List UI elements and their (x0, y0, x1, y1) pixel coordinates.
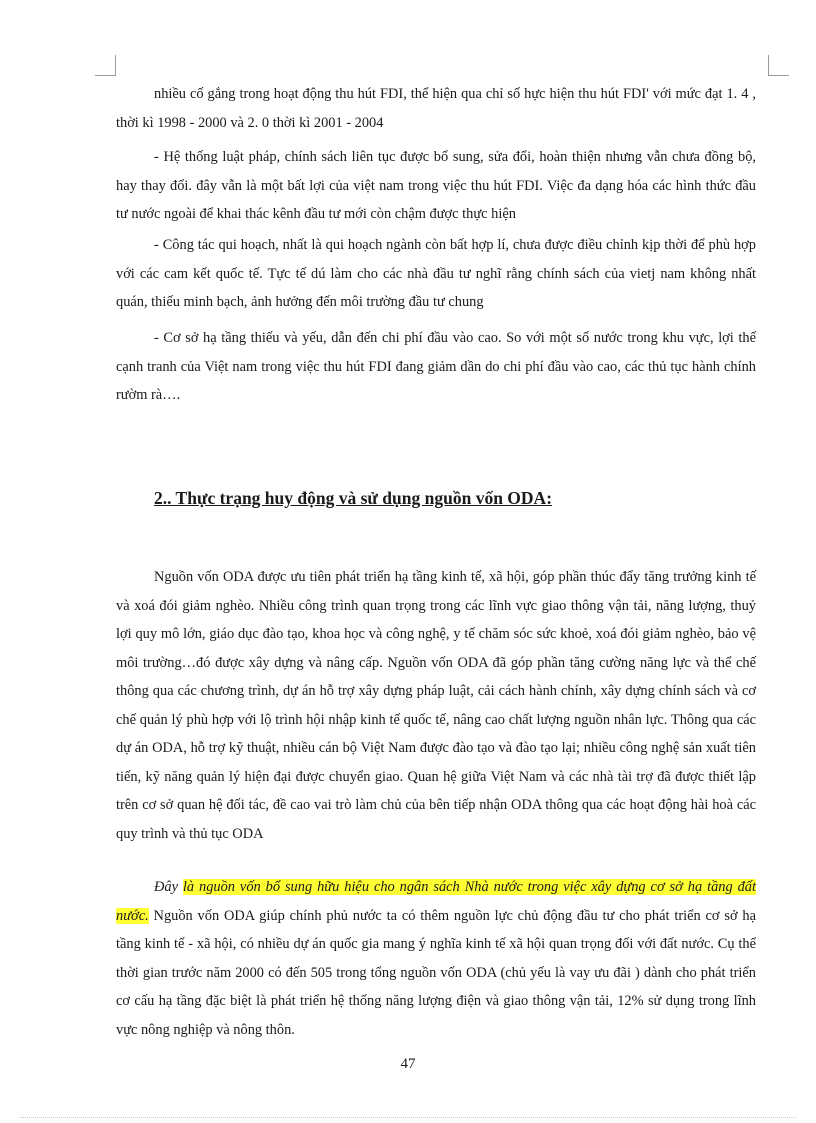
paragraph-fdi-effort: nhiều cố gắng trong hoạt động thu hút FDI, thể hiện qua chỉ số hực hiện thu hút FDI' với mức đạt 1. 4 , thời kì 1998 - 2000 và 2. 0 thời kì 2001 - 2004 (116, 86, 756, 131)
page-number: 47 (400, 1056, 416, 1072)
paragraph-body: Nguồn vốn ODA giúp chính phủ nước ta có thêm nguồn lực chủ động đầu tư cho phát triển cơ sở hạ tầng kinh tế - xã hội, có nhiều dự án quốc gia mang ý nghĩa kinh tế xã hội quan trọng đối với đất nước. Cụ thể thời gian trước năm 2000 có đến 505 trong tổng nguồn vốn ODA (chủ yếu là vay ưu đãi ) dành cho phát triển cơ cấu hạ tầng đặc biệt là phát triển hệ thống năng lượng điện và giao thông vận tải, 12% sử dụng trong lĩnh vực nông nghiệp và nông thôn. (116, 907, 756, 1038)
paragraph-oda-supplement (116, 873, 756, 1044)
section-heading: 2.. Thực trạng huy động và sử dụng nguồn vốn ODA: (154, 488, 553, 508)
paragraph-oda-overview: Nguồn vốn ODA được ưu tiên phát triển hạ tầng kinh tế, xã hội, góp phần thúc đẩy tăng trưởng kinh tế và xoá đói giảm nghèo. Nhiều công trình quan trọng trong các lĩnh vực giao thông vận tải, năng lượng, thuỷ lợi quy mô lớn, giáo dục đào tạo, khoa học và công nghệ, y tế chăm sóc sức khoẻ, xoá đói giảm nghèo, bảo vệ môi trường…đó được xây dựng và nâng cấp. Nguồn vốn ODA đã góp phần tăng cường năng lực và thể chế thông qua các chương trình, dự án hỗ trợ xây dựng pháp luật, cải cách hành chính, xây dựng chính sách và cơ chế quản lý phù hợp với lộ trình hội nhập kinh tế quốc tế, nâng cao chất lượng nguồn nhân lực. Thông qua các dự án ODA, hỗ trợ kỹ thuật, nhiều cán bộ Việt Nam được đào tạo và đào tạo lại; nhiều công nghệ sản xuất tiên tiến, kỹ năng quản lý hiện đại được chuyển giao. Quan hệ giữa Việt Nam và các nhà tài trợ đã được thiết lập trên cơ sở quan hệ đối tác, đề cao vai trò làm chủ của bên tiếp nhận ODA thông qua các hoạt động hài hoà các quy trình và thủ tục ODA (116, 569, 756, 842)
lead-word: Đây (154, 879, 183, 895)
page-bottom-border (20, 1117, 796, 1118)
paragraph-infrastructure: - Cơ sở hạ tầng thiếu và yếu, dẫn đến chi phí đầu vào cao. So với một số nước trong khu vực, lợi thế cạnh tranh của Việt nam trong việc thu hút FDI đang giảm dần do chi phí đầu vào cao, các thủ tục hành chính rườm rà…. (116, 330, 756, 403)
crop-mark-top-left (95, 55, 116, 76)
crop-mark-top-right (768, 55, 789, 76)
paragraph-planning: - Công tác qui hoạch, nhất là qui hoạch ngành còn bất hợp lí, chưa được điều chỉnh kịp thời để phù hợp với các cam kết quốc tế. Tực tế dú làm cho các nhà đầu tư nghĩ rằng chính sách của vietj nam không nhất quán, thiếu minh bạch, ảnh hưởng đến môi trường đầu tư chung (116, 237, 756, 310)
highlighted-text: là nguồn vốn bổ sung hữu hiệu cho ngân sách Nhà nước trong việc xây dựng cơ sở hạ tầng đất nước. (116, 879, 756, 924)
paragraph-legal-system: - Hệ thống luật pháp, chính sách liên tục được bổ sung, sửa đổi, hoàn thiện nhưng vẫn chưa đồng bộ, hay thay đổi. đây vẫn là một bất lợi của việt nam trong việc thu hút FDI. Việc đa dạng hóa các hình thức đầu tư nước ngoài để khai thác kênh đầu tư mới còn chậm được thực hiện (116, 149, 756, 222)
